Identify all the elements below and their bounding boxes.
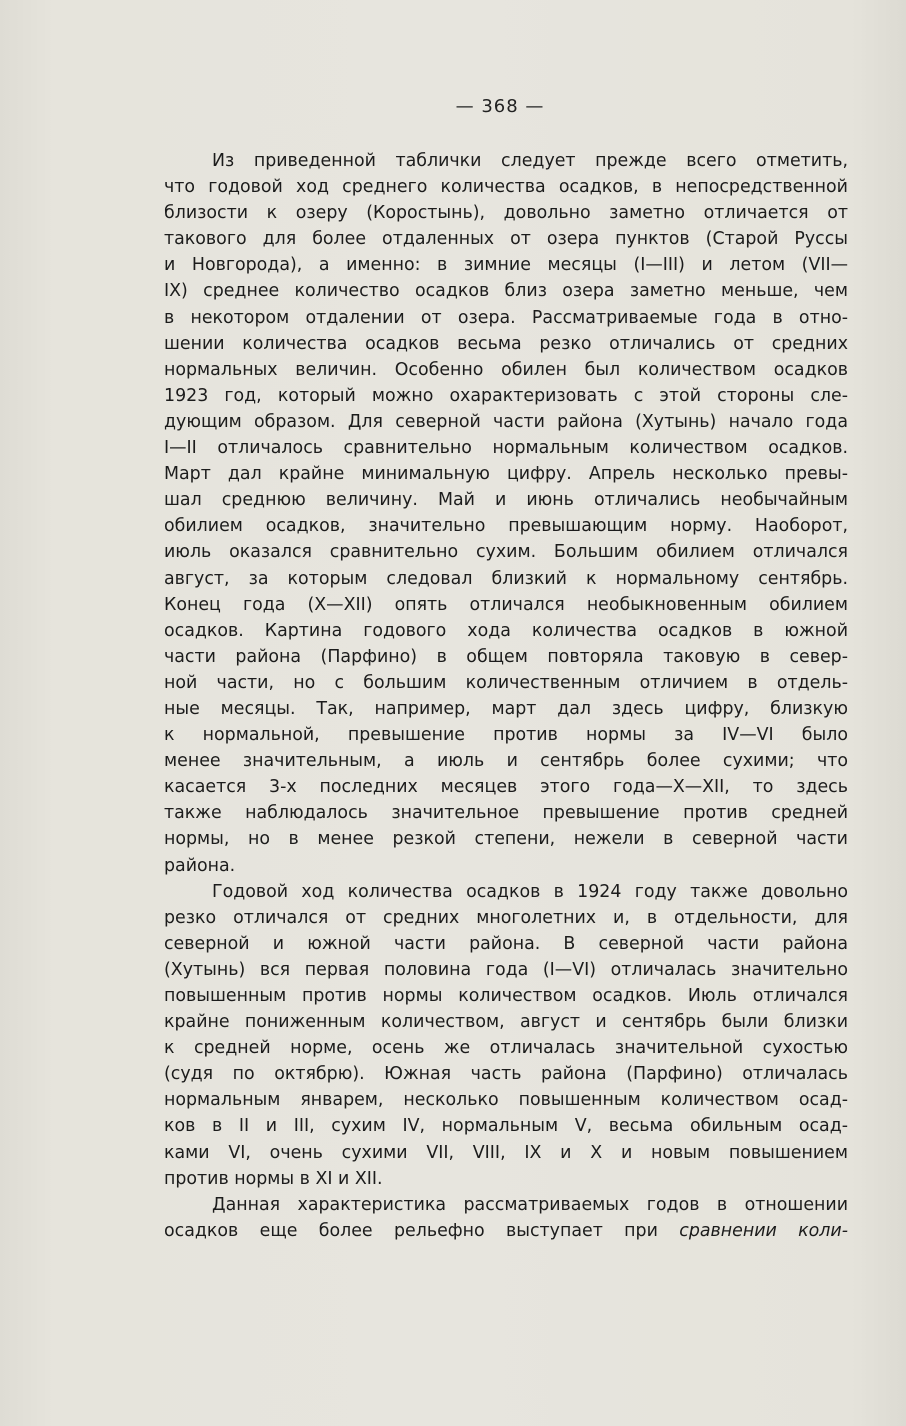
text-line: в некотором отдалении от озера. Рассматриваемые года в отно-	[164, 307, 848, 328]
text-line: дующим образом. Для северной части района (Хутынь) начало года	[164, 411, 848, 432]
text-line: и Новгорода), а именно: в зимние месяцы (I—III) и летом (VII—	[164, 255, 848, 276]
text-line: к нормальной, превышение против нормы за IV—VI было	[164, 725, 848, 746]
text-line: крайне пониженным количеством, август и сентябрь были близки	[164, 1012, 848, 1033]
text-line: Конец года (X—XII) опять отличался необыкновенным обилием	[164, 594, 848, 615]
text-line: шении количества осадков весьма резко отличались от средних	[164, 333, 848, 354]
text-line: касается 3-х последних месяцев этого года—X—XII, то здесь	[164, 777, 848, 798]
text-line: против нормы в XI и XII.	[164, 1168, 383, 1189]
body-text	[164, 148, 848, 1244]
text-line: август, за которым следовал близкий к нормальному сентябрь.	[164, 568, 848, 589]
text-line: 1923 год, который можно охарактеризовать с этой стороны сле-	[164, 385, 848, 406]
text-line: что годовой ход среднего количества осадков, в непосредственной	[164, 177, 848, 198]
text-line: района.	[164, 855, 236, 876]
text-line: Март дал крайне минимальную цифру. Апрель несколько превы-	[164, 464, 848, 485]
text-line	[164, 1218, 848, 1244]
text-line: северной и южной части района. В северной части района	[164, 933, 848, 954]
text-line: (Хутынь) вся первая половина года (I—VI) отличалась значительно	[164, 959, 848, 980]
paragraph-2	[164, 879, 848, 1192]
page-number: — 368 —	[455, 96, 545, 117]
text-line: осадков. Картина годового хода количества осадков в южной	[164, 620, 848, 641]
text-line: шал среднюю величину. Май и июнь отличались необычайным	[164, 490, 848, 511]
text-line: Данная характеристика рассматриваемых годов в отношении	[212, 1194, 848, 1215]
text-line: части района (Парфино) в общем повторяла таковую в север-	[164, 646, 848, 667]
text-line: менее значительным, а июль и сентябрь более сухими; что	[164, 751, 848, 772]
text-line: IX) среднее количество осадков близ озера заметно меньше, чем	[164, 281, 848, 302]
text-line: нормы, но в менее резкой степени, нежели в северной части	[164, 829, 848, 850]
text-line: ные месяцы. Так, например, март дал здесь цифру, близкую	[164, 698, 848, 719]
text-line: ков в II и III, сухим IV, нормальным V, весьма обильным осад-	[164, 1116, 848, 1137]
text-line: (судя по октябрю). Южная часть района (Парфино) отличалась	[164, 1064, 848, 1085]
text-line: Годовой ход количества осадков в 1924 году также довольно	[212, 881, 848, 902]
text-line: нормальным январем, несколько повышенным количеством осад-	[164, 1090, 848, 1111]
text-line: ками VI, очень сухими VII, VIII, IX и X и новым повышением	[164, 1142, 848, 1163]
text-line: ной части, но с большим количественным отличием в отдель-	[164, 672, 848, 693]
text-line: такового для более отдаленных от озера пунктов (Старой Руссы	[164, 229, 848, 250]
text-line: обилием осадков, значительно превышающим норму. Наоборот,	[164, 516, 848, 537]
text-line: также наблюдалось значительное превышение против средней	[164, 803, 848, 824]
text-line: Из приведенной таблички следует прежде всего отметить,	[212, 151, 848, 171]
text-line: к средней норме, осень же отличалась значительной сухостью	[164, 1038, 848, 1059]
text-line-plain: осадков еще более рельефно выступает при	[164, 1220, 658, 1241]
text-line: июль оказался сравнительно сухим. Большим обилием отличался	[164, 542, 848, 563]
paragraph-1	[164, 148, 848, 879]
text-line: I—II отличалось сравнительно нормальным количеством осадков.	[164, 438, 848, 459]
text-line: резко отличался от средних многолетних и, в отдельности, для	[164, 907, 848, 928]
text-line-italic: сравнении коли-	[679, 1220, 848, 1241]
text-line: близости к озеру (Коростынь), довольно заметно отличается от	[164, 203, 848, 224]
text-line: нормальных величин. Особенно обилен был количеством осадков	[164, 359, 848, 380]
paragraph-3	[164, 1192, 848, 1244]
text-line: повышенным против нормы количеством осадков. Июль отличался	[164, 986, 848, 1006]
